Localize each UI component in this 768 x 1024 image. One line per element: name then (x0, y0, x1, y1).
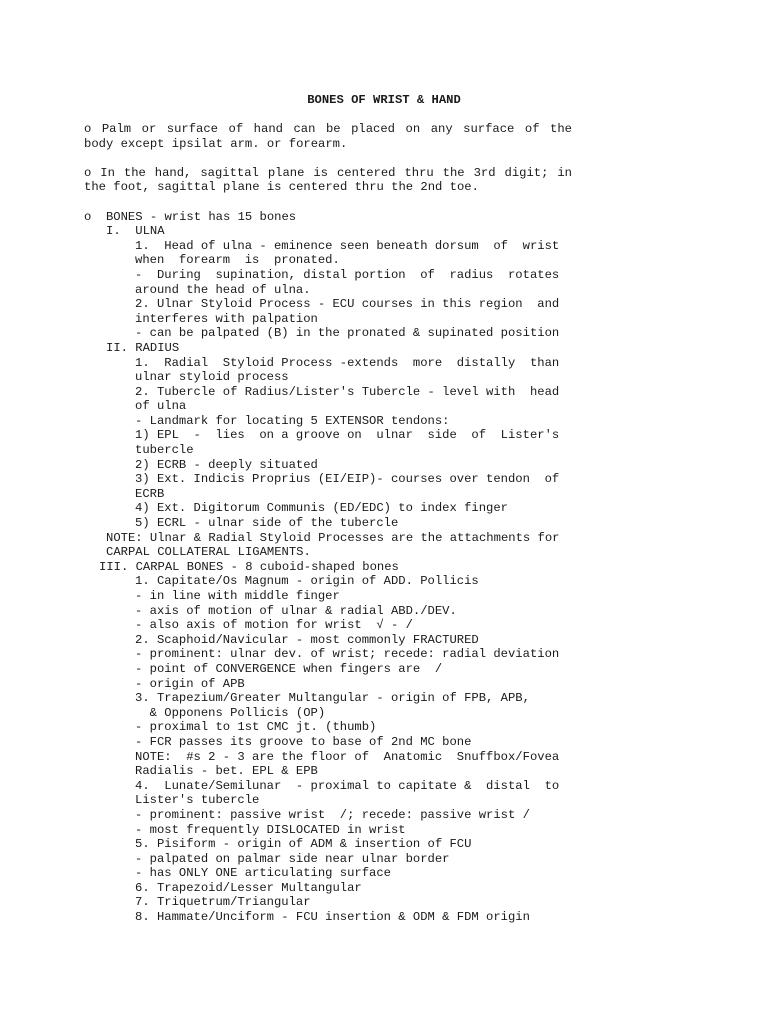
radius-line: 2) ECRB - deeply situated (135, 457, 318, 472)
radius-line: of ulna (135, 399, 187, 414)
carpal-line: NOTE: #s 2 - 3 are the floor of Anatomic Snuffbox/Fovea (135, 749, 560, 764)
radius-note-line-2: CARPAL COLLATERAL LIGAMENTS. (106, 545, 311, 560)
radius-heading: II. RADIUS (106, 340, 180, 355)
ulna-line: when forearm is pronated. (135, 253, 340, 268)
carpal-line: & Opponens Pollicis (OP) (135, 705, 326, 720)
intro-2-line-2: the foot, sagittal plane is centered thru the 2nd toe. (84, 180, 479, 195)
radius-line: 4) Ext. Digitorum Communis (ED/EDC) to index finger (135, 501, 508, 516)
radius-line: - Landmark for locating 5 EXTENSOR tendons: (135, 413, 450, 428)
carpal-line: 6. Trapezoid/Lesser Multangular (135, 880, 362, 895)
radius-line: ulnar styloid process (135, 370, 289, 385)
radius-line: 2. Tubercle of Radius/Lister's Tubercle - level with head (135, 384, 560, 399)
carpal-line: - point of CONVERGENCE when fingers are / (135, 661, 443, 676)
carpal-line: - in line with middle finger (135, 589, 340, 603)
carpal-line: Radialis - bet. EPL & EPB (135, 764, 318, 779)
carpal-line: 8. Hammate/Unciform - FCU insertion & ODM & FDM origin (135, 910, 530, 925)
carpal-line: - proximal to 1st CMC jt. (thumb) (135, 720, 377, 735)
carpal-line: - has ONLY ONE articulating surface (135, 866, 391, 881)
radius-line: 1) EPL - lies on a groove on ulnar side of Lister's (135, 428, 560, 443)
ulna-line: 1. Head of ulna - eminence seen beneath dorsum of wrist (135, 238, 560, 253)
carpal-line: 5. Pisiform - origin of ADM & insertion of FCU (135, 837, 472, 852)
carpal-line: - most frequently DISLOCATED in wrist (135, 822, 406, 837)
carpal-line: - FCR passes its groove to base of 2nd MC bone (135, 734, 472, 749)
ulna-line: 2. Ulnar Styloid Process - ECU courses in this region and (135, 297, 560, 312)
carpal-line: - origin of APB (135, 676, 245, 691)
carpal-line: 4. Lunate/Semilunar - proximal to capitate & distal to (135, 778, 560, 793)
radius-note-line-1: NOTE: Ulnar & Radial Styloid Processes are the attachments for (106, 530, 560, 545)
ulna-line: interferes with palpation (135, 311, 318, 326)
ulna-line: - During supination, distal portion of radius rotates (135, 267, 560, 282)
intro-1-line-2: body except ipsilat arm. or forearm. (84, 136, 348, 151)
carpal-line: Lister's tubercle (135, 793, 260, 808)
ulna-heading: I. ULNA (106, 224, 165, 239)
carpal-line: - prominent: ulnar dev. of wrist; recede: radial deviation (135, 647, 560, 662)
radius-line: 1. Radial Styloid Process -extends more distally than (135, 355, 560, 370)
ulna-line: - can be palpated (B) in the pronated & supinated position (135, 326, 560, 341)
radius-line: 5) ECRL - ulnar side of the tubercle (135, 516, 399, 531)
carpal-line: - axis of motion of ulnar & radial ABD./DEV. (135, 603, 457, 618)
ulna-section (84, 239, 572, 341)
carpal-line: 3. Trapezium/Greater Multangular - origin of FPB, APB, (135, 691, 530, 706)
carpal-heading: III. CARPAL BONES - 8 cuboid-shaped bones (99, 559, 399, 574)
carpal-line: 1. Capitate/Os Magnum - origin of ADD. Pollicis (135, 574, 479, 589)
radius-line: 3) Ext. Indicis Proprius (EI/EIP)- courses over tendon of (135, 472, 560, 487)
carpal-section (84, 574, 572, 924)
carpal-line: - palpated on palmar side near ulnar border (135, 851, 450, 866)
document-title: BONES OF WRIST & HAND (307, 93, 461, 107)
bones-heading: o BONES - wrist has 15 bones (84, 209, 297, 224)
radius-line: tubercle (135, 443, 194, 458)
radius-section (84, 356, 572, 531)
carpal-line: 2. Scaphoid/Navicular - most commonly FRACTURED (135, 632, 479, 647)
carpal-line: - prominent: passive wrist /; recede: passive wrist / (135, 807, 530, 822)
carpal-line: - also axis of motion for wrist √ - / (135, 618, 413, 633)
document-body (84, 122, 572, 925)
ulna-line: around the head of ulna. (135, 282, 311, 297)
intro-1-line-1: o Palm or surface of hand can be placed on any surface of the (84, 122, 572, 136)
carpal-line: 7. Triquetrum/Triangular (135, 895, 311, 910)
radius-line: ECRB (135, 486, 165, 501)
intro-2-line-1: o In the hand, sagittal plane is centered thru the 3rd digit; in (84, 165, 572, 180)
